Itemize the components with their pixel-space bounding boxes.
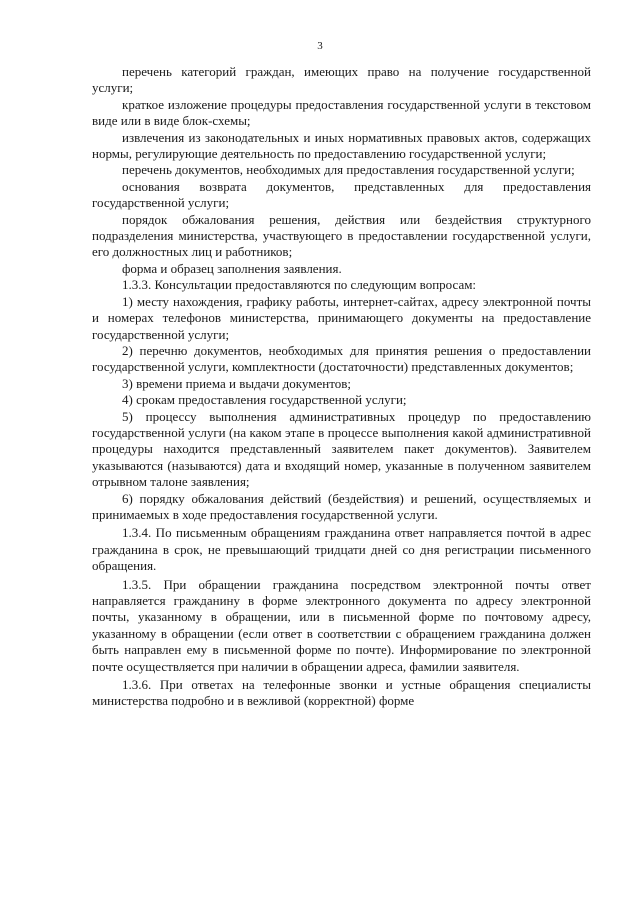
paragraph: 1.3.6. При ответах на телефонные звонки и устные обращения специалисты министерства подробно и в вежливой (корректной) форме bbox=[92, 677, 591, 709]
page-number: 3 bbox=[317, 40, 323, 52]
paragraph: краткое изложение процедуры предоставления государственной услуги в текстовом виде или в виде блок-схемы; bbox=[92, 96, 591, 129]
paragraph: 1) месту нахождения, графику работы, интернет-сайтах, адресу электронной почты и номерах телефонов министерства, принимающего документы на предоставление государственной услуги; bbox=[92, 293, 591, 342]
paragraph: 2) перечню документов, необходимых для принятия решения о предоставлении государственной услуги, комплектности (достаточности) представленных документов; bbox=[92, 342, 591, 375]
paragraph: 5) процессу выполнения административных процедур по предоставлению государственной услуги (на каком этапе в процессе выполнения какой административной процедуры находится представленный заявителем пакет документов). Заявителем указываются (называются) дата и входящий номер, указанные в полученном заявителем отрывном талоне заявления; bbox=[92, 408, 591, 490]
document-body bbox=[92, 64, 591, 710]
paragraph: 1.3.5. При обращении гражданина посредством электронной почты ответ направляется гражданину в форме электронного документа по адресу электронной почты, указанному в обращении, или в письменной форме по почтовому адресу, указанному в обращении (если ответ в соответствии с обращением гражданина должен быть направлен ему в письменной форме по почте). Информирование по электронной почте осуществляется при наличии в обращении адреса, фамилии заявителя. bbox=[92, 576, 591, 674]
paragraph: форма и образец заполнения заявления. bbox=[122, 260, 342, 276]
paragraph: извлечения из законодательных и иных нормативных правовых актов, содержащих нормы, регулирующие деятельность по предоставлению государственной услуги; bbox=[92, 129, 591, 162]
paragraph: 3) времени приема и выдачи документов; bbox=[122, 375, 351, 391]
paragraph: 4) срокам предоставления государственной услуги; bbox=[122, 392, 407, 408]
paragraph: перечень категорий граждан, имеющих право на получение государственной услуги; bbox=[92, 64, 591, 96]
paragraph: основания возврата документов, представленных для предоставления государственной услуги; bbox=[92, 178, 591, 211]
paragraph: 1.3.3. Консультации предоставляются по следующим вопросам: bbox=[122, 277, 477, 293]
paragraph: перечень документов, необходимых для предоставления государственной услуги; bbox=[122, 162, 575, 178]
paragraph: 6) порядку обжалования действий (бездействия) и решений, осуществляемых и принимаемых в ходе предоставления государственной услуги. bbox=[92, 490, 591, 522]
paragraph: порядок обжалования решения, действия или бездействия структурного подразделения министерства, участвующего в предоставлении государственной услуги, его должностных лиц и работников; bbox=[92, 211, 591, 260]
paragraph: 1.3.4. По письменным обращениям гражданина ответ направляется почтой в адрес гражданина в срок, не превышающий тридцати дней со дня регистрации письменного обращения. bbox=[92, 525, 591, 574]
